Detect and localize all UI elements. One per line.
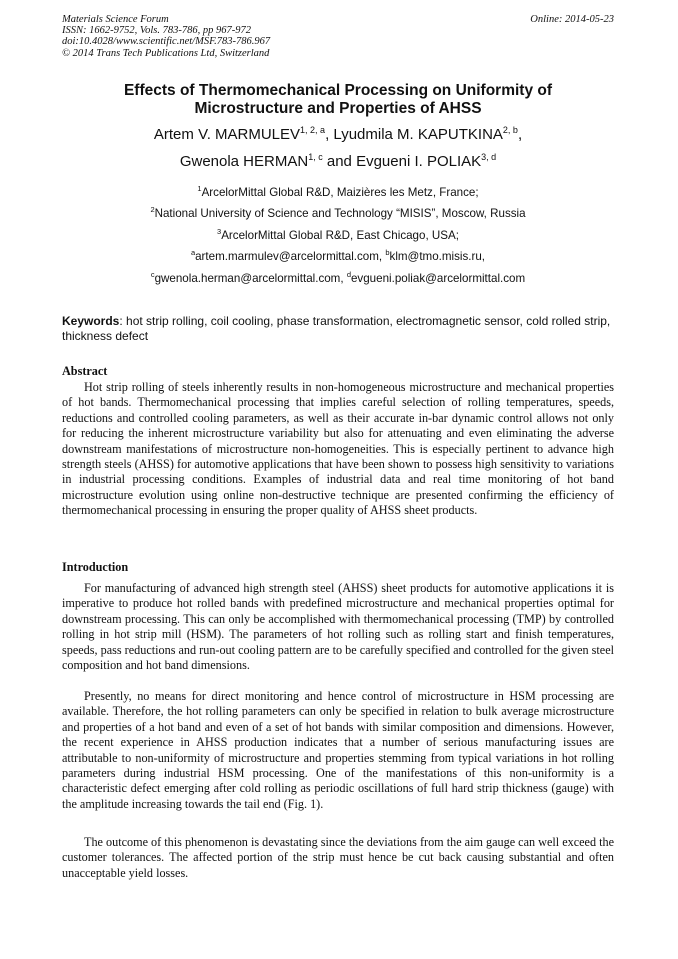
affiliation-line bbox=[62, 182, 614, 203]
email-line bbox=[62, 268, 614, 289]
affiliation-text: ArcelorMittal Global R&D, East Chicago, USA; bbox=[221, 228, 459, 242]
email-sup: d bbox=[346, 269, 351, 279]
intro-paragraph-1: For manufacturing of advanced high strength steel (AHSS) sheet products for automotive applications it is imperative to produce hot rolled bands with predefined microstructure and mechanical properties optimal for downstream processing. This can only be accomplished with thermomechanical processing (TMP) by controlled rolling in hot strip mill (HSM). The parameters of hot rolling such as rolling start and finish temperatures, speeds, pass reductions and run-out cooling pattern are to be carefully specified and controlled for the given steel composition and hot band dimensions. bbox=[62, 581, 614, 673]
affiliation-sup: 2 bbox=[150, 205, 155, 215]
affiliation-line bbox=[62, 203, 614, 224]
title-line-1: Effects of Thermomechanical Processing on Uniformity of bbox=[123, 82, 553, 99]
author-sup: 1, 2, a bbox=[300, 125, 326, 135]
affiliation-line bbox=[62, 225, 614, 246]
email-sup: c bbox=[150, 269, 155, 279]
affiliation-text: ArcelorMittal Global R&D, Maizières les Metz, France; bbox=[201, 186, 479, 199]
authors-line-2 bbox=[62, 148, 614, 175]
keywords-label: Keywords bbox=[62, 314, 120, 328]
doi-line: doi:10.4028/www.scientific.net/MSF.783-786.967 bbox=[62, 36, 271, 48]
author-and: and bbox=[326, 153, 352, 170]
keywords bbox=[62, 314, 614, 345]
journal-name: Materials Science Forum bbox=[62, 14, 169, 25]
online-date: Online: 2014-05-23 bbox=[530, 14, 614, 25]
affiliation-sup: 3 bbox=[217, 226, 222, 236]
keywords-text: : hot strip rolling, coil cooling, phase transformation, electromagnetic sensor, cold rolled strip, thickness defect bbox=[62, 314, 611, 344]
introduction-heading: Introduction bbox=[62, 560, 129, 574]
author-list bbox=[62, 121, 614, 175]
authors-line-1 bbox=[62, 121, 614, 148]
intro-paragraph-2: Presently, no means for direct monitoring and hence control of microstructure in HSM processing are available. Therefore, the hot rolling parameters can only be specified in relation to bulk average microstructure and properties of a hot band and even of a set of hot bands with similar composition and dimensions. However, the recent experience in AHSS production indicates that a number of serious manufacturing issues are attributable to non-uniformity of microstructure and properties stemming from typical variations in hot rolling parameters during industrial HSM processing. One of the manifestations of this non-uniformity is a characteristic defect emerging after cold rolling as periodic oscillations of full hard strip thickness (gauge) with the amplitude increasing towards the tail end (Fig. 1). bbox=[62, 689, 614, 811]
journal-header bbox=[62, 14, 614, 59]
issn-line: ISSN: 1662-9752, Vols. 783-786, pp 967-972 bbox=[62, 25, 251, 37]
paper-title bbox=[62, 82, 614, 118]
affiliation-text: National University of Science and Technology “MISIS”, Moscow, Russia bbox=[154, 207, 526, 221]
intro-paragraph-3: The outcome of this phenomenon is devastating since the deviations from the aim gauge can well exceed the customer tolerances. The affected portion of the strip must hence be cut back causing substantial and often unacceptable yield losses. bbox=[62, 835, 614, 880]
author-name: Evgueni I. POLIAK bbox=[356, 153, 482, 170]
author-sup: 3, d bbox=[481, 152, 497, 162]
author-name: Lyudmila M. KAPUTKINA bbox=[333, 126, 503, 143]
email-address: gwenola.herman@arcelormittal.com, bbox=[154, 271, 344, 285]
email-sup: a bbox=[190, 248, 196, 258]
email-address: klm@tmo.misis.ru, bbox=[389, 250, 486, 264]
author-sup: 2, b bbox=[502, 125, 518, 135]
affiliation-sup: 1 bbox=[197, 184, 202, 193]
copyright-line: © 2014 Trans Tech Publications Ltd, Switzerland bbox=[62, 47, 270, 59]
author-sup: 1, c bbox=[308, 152, 323, 162]
email-sup: b bbox=[385, 248, 390, 258]
author-separator: , bbox=[325, 126, 330, 143]
author-separator: , bbox=[517, 126, 523, 143]
author-name: Artem V. MARMULEV bbox=[153, 126, 301, 143]
abstract-heading: Abstract bbox=[62, 364, 108, 378]
email-address: artem.marmulev@arcelormittal.com, bbox=[195, 250, 383, 264]
email-address: evgueni.poliak@arcelormittal.com bbox=[350, 271, 526, 285]
title-line-2: Microstructure and Properties of AHSS bbox=[194, 100, 482, 117]
affiliations bbox=[62, 182, 614, 289]
abstract-text: Hot strip rolling of steels inherently results in non-homogeneous microstructure and mechanical properties of hot bands. Thermomechanical processing that implies careful selection of rolling temperatures, speeds, reductions and controlled cooling parameters, as well as their accurate in-bar dynamic control allows not only for reducing the inherent microstructure variability but also for attenuating and even eliminating the adverse downstream manifestations of microstructure non-homogeneities. This is especially pertinent to advance high strength steels (AHSS) for automotive applications that have been shown to possess high sensitivity to variations in industrial processing conditions. Examples of industrial data and real time monitoring of hot band microstructure evolution using online non-destructive technique are presented confirming the efficiency of thermomechanical processing in ensuring the proper quality of AHSS sheet products. bbox=[62, 380, 614, 518]
email-line bbox=[62, 246, 614, 267]
author-name: Gwenola HERMAN bbox=[179, 153, 309, 170]
